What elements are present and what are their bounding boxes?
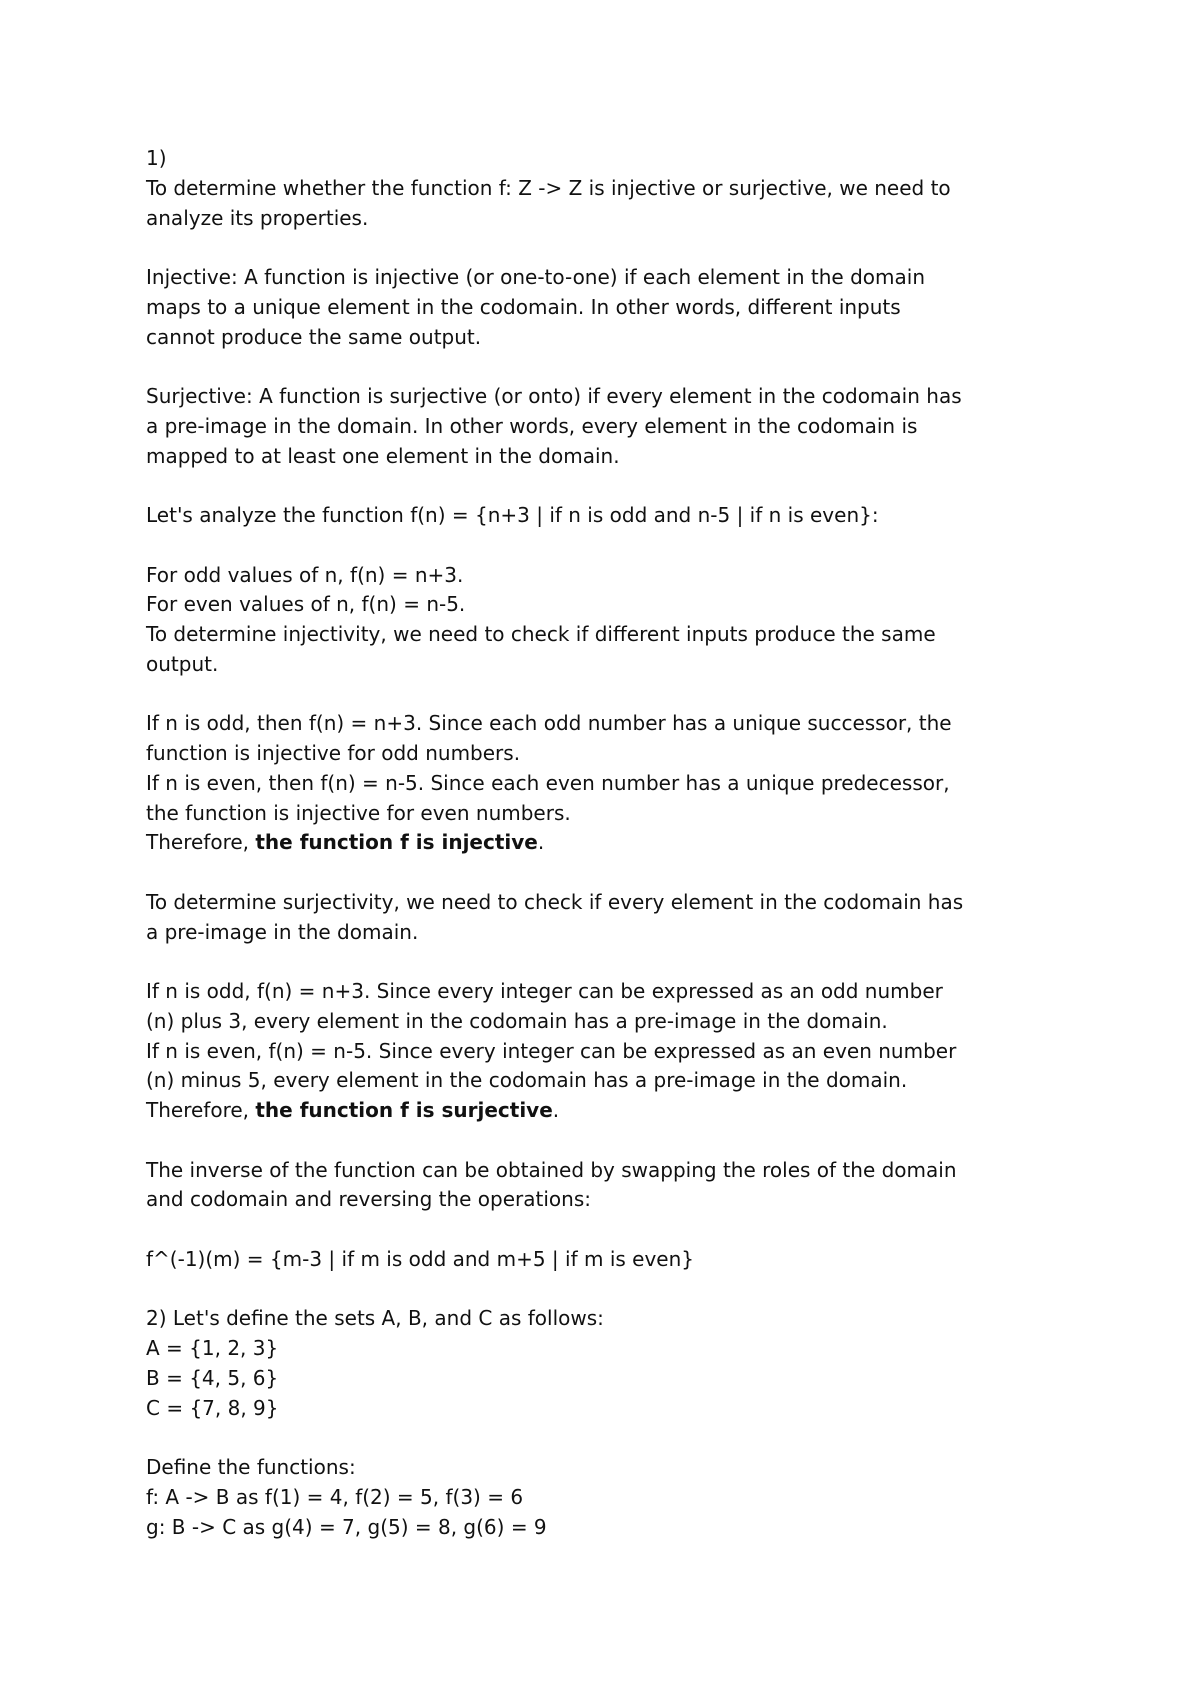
blank-line — [146, 1275, 1076, 1305]
text-line: a pre-image in the domain. In other words, every element in the codomain is — [146, 413, 918, 438]
text-line: For odd values of n, f(n) = n+3. — [146, 562, 464, 587]
text-line: f: A -> B as f(1) = 4, f(2) = 5, f(3) = 6 — [146, 1484, 524, 1509]
blank-line — [146, 471, 1076, 501]
text-line: output. — [146, 651, 219, 676]
text-line: and codomain and reversing the operations: — [146, 1187, 591, 1212]
text-line: the function is injective for even numbers. — [146, 800, 571, 825]
text-line: a pre-image in the domain. — [146, 919, 419, 944]
conclusion-suffix: . — [552, 1098, 560, 1122]
conclusion-line — [146, 828, 1076, 858]
blank-line — [146, 531, 1076, 561]
conclusion-bold: the function f is injective — [255, 830, 538, 855]
blank-line — [146, 352, 1076, 382]
text-line: Injective: A function is injective (or one-to-one) if each element in the domain — [146, 265, 925, 289]
text-line: The inverse of the function can be obtained by swapping the roles of the domain — [146, 1157, 957, 1182]
text-line: analyze its properties. — [146, 205, 369, 230]
text-line: 2) Let's define the sets A, B, and C as follows: — [146, 1306, 604, 1331]
text-line: f^(-1)(m) = {m-3 | if m is odd and m+5 | if m is even} — [146, 1246, 694, 1271]
text-line: If n is odd, then f(n) = n+3. Since each odd number has a unique successor, the — [146, 711, 952, 736]
text-line: To determine injectivity, we need to check if different inputs produce the same — [146, 622, 936, 646]
blank-line — [146, 1423, 1076, 1453]
text-line: cannot produce the same output. — [146, 324, 482, 349]
text-line: To determine surjectivity, we need to check if every element in the codomain has — [146, 889, 964, 914]
text-line: C = {7, 8, 9} — [146, 1395, 279, 1420]
text-line: If n is even, f(n) = n-5. Since every integer can be expressed as an even number — [146, 1038, 957, 1063]
text-line: maps to a unique element in the codomain. In other words, different inputs — [146, 294, 901, 319]
text-line: To determine whether the function f: Z -> Z is injective or surjective, we need to — [146, 175, 951, 200]
text-line: Surjective: A function is surjective (or onto) if every element in the codomain has — [146, 384, 962, 408]
blank-line — [146, 1126, 1076, 1156]
text-line: If n is even, then f(n) = n-5. Since each even number has a unique predecessor, — [146, 770, 950, 795]
blank-line — [146, 1215, 1076, 1245]
conclusion-prefix: Therefore, — [146, 830, 256, 855]
text-line: function is injective for odd numbers. — [146, 741, 521, 765]
text-line: (n) plus 3, every element in the codomain has a pre-image in the domain. — [146, 1008, 888, 1033]
blank-line — [146, 858, 1076, 888]
text-line: g: B -> C as g(4) = 7, g(5) = 8, g(6) = 9 — [146, 1514, 547, 1539]
text-line: Let's analyze the function f(n) = {n+3 | if n is odd and n-5 | if n is even}: — [146, 503, 879, 527]
text-line: If n is odd, f(n) = n+3. Since every integer can be expressed as an odd number — [146, 979, 943, 1003]
blank-line — [146, 680, 1076, 710]
conclusion-line — [146, 1096, 1076, 1126]
text-line: A = {1, 2, 3} — [146, 1336, 279, 1360]
conclusion-prefix: Therefore, — [146, 1098, 256, 1122]
text-line: B = {4, 5, 6} — [146, 1365, 279, 1390]
conclusion-bold: the function f is surjective — [255, 1098, 553, 1122]
text-line: (n) minus 5, every element in the codomain has a pre-image in the domain. — [146, 1068, 908, 1093]
text-line: For even values of n, f(n) = n-5. — [146, 592, 466, 617]
text-line: Define the functions: — [146, 1455, 356, 1479]
conclusion-suffix: . — [537, 830, 545, 855]
blank-line — [146, 233, 1076, 263]
text-line: mapped to at least one element in the domain. — [146, 443, 620, 468]
blank-line — [146, 947, 1076, 977]
document-page — [146, 144, 1076, 1542]
text-line: 1) — [146, 146, 167, 170]
